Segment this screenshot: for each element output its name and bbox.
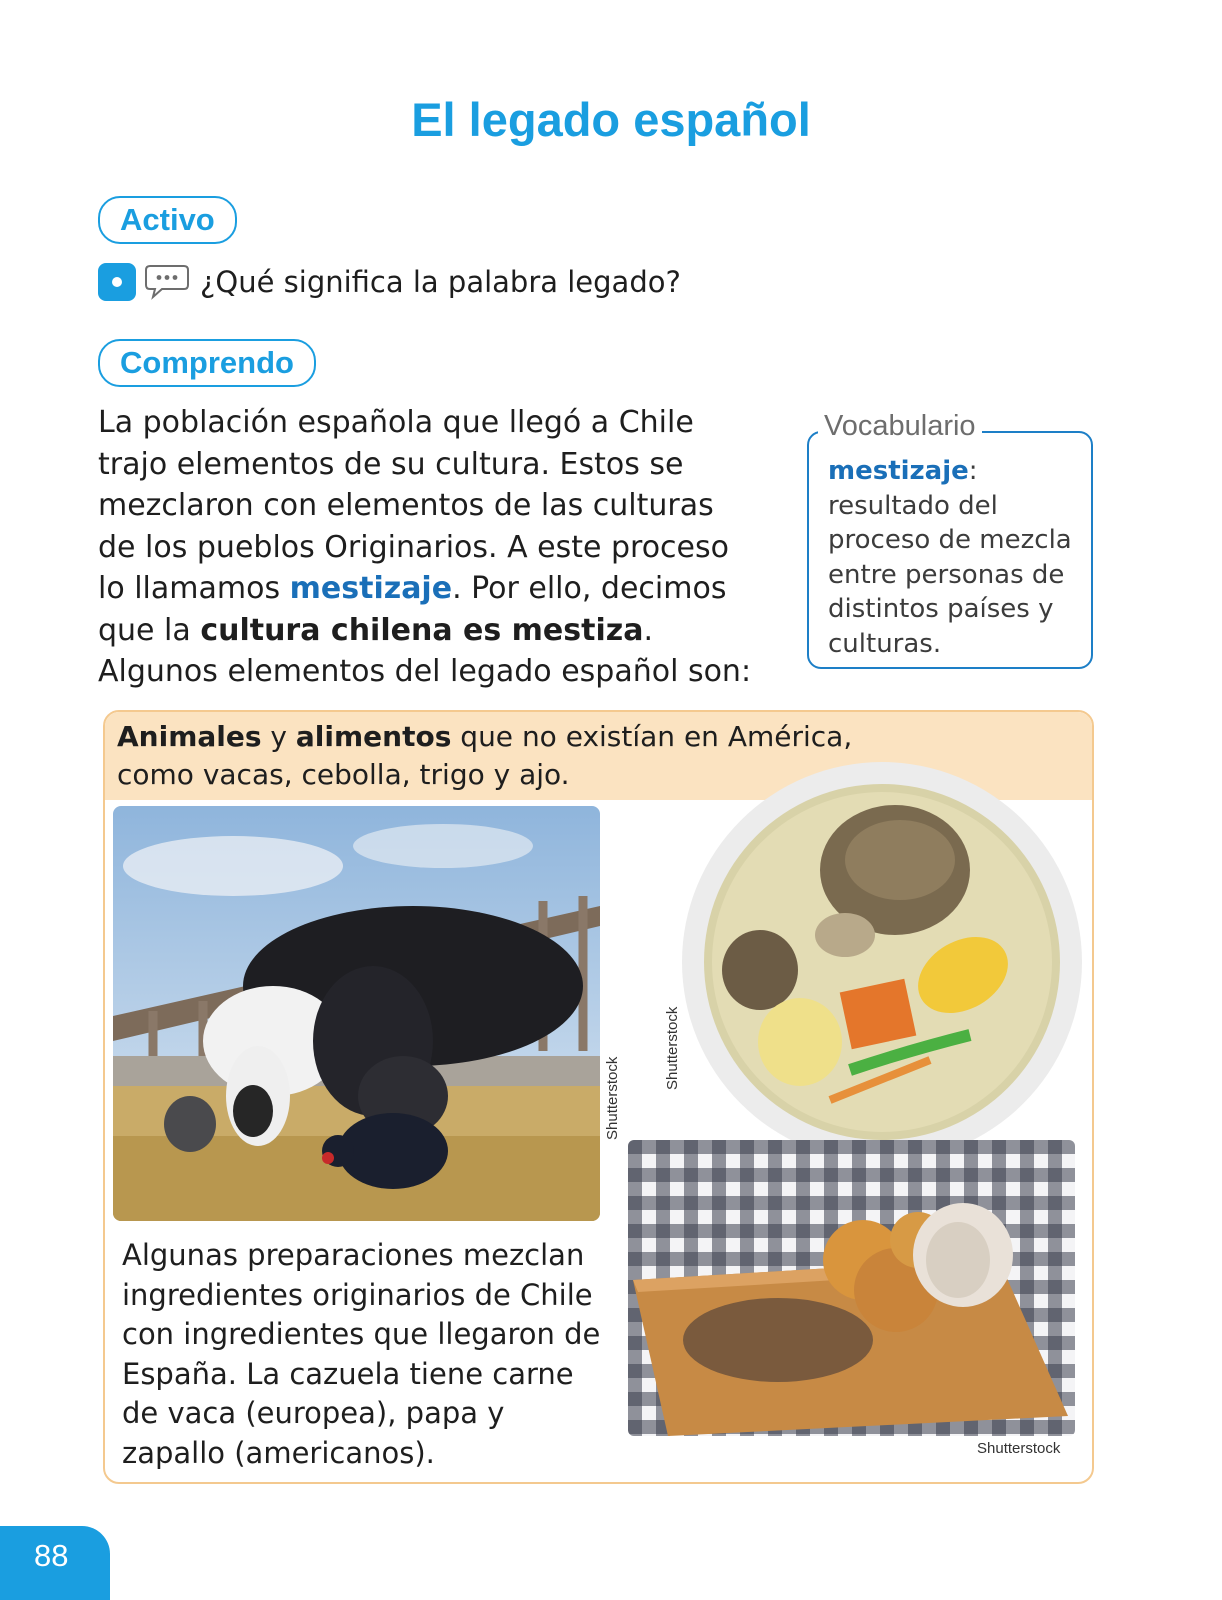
photo-credit: Shutterstock: [664, 1006, 681, 1090]
vocabulary-definition: mestizaje: resultado del proceso de mezcla entre personas de distintos países y culturas.: [828, 456, 1072, 659]
photo-credit: Shutterstock: [977, 1440, 1061, 1457]
section-label-comprendo: Comprendo: [98, 339, 316, 387]
ingredients-photo: [628, 1140, 1075, 1436]
main-paragraph: La población española que llegó a Chile trajo elementos de su cultura. Estos se mezclaron con elementos de las culturas de los pueblos Originarios. A este proceso lo llamamos mestizaje. Por ello, decimos que la cultura chilena es mestiza. Algunos elementos del legado español son:: [98, 405, 752, 689]
speech-bubble-icon: [144, 263, 190, 301]
question-text: ¿Qué significa la palabra legado?: [200, 265, 681, 299]
cows-and-hens-photo: [113, 806, 600, 1221]
keyword-mestizaje: mestizaje: [289, 571, 453, 606]
cazuela-photo: [680, 760, 1084, 1164]
bold-phrase: cultura chilena es mestiza: [200, 612, 644, 648]
vocabulary-title: Vocabulario: [818, 410, 982, 442]
photo-credit: Shutterstock: [604, 1056, 621, 1140]
question-row: [98, 262, 681, 302]
box-header-text: Animales y alimentos que no existían en América, como vacas, cebolla, trigo y ajo.: [117, 720, 853, 791]
vocabulary-term: mestizaje: [828, 456, 969, 486]
section-label-activo: Activo: [98, 196, 237, 244]
activity-marker-icon: [98, 263, 136, 301]
cazuela-explanation: Algunas preparaciones mezclan ingredientes originarios de Chile con ingredientes que llegaron de España. La cazuela tiene carne de vaca (europea), papa y zapallo (americanos).: [122, 1238, 601, 1470]
page-number: 88: [0, 1526, 110, 1600]
page-title: El legado español: [411, 93, 811, 146]
